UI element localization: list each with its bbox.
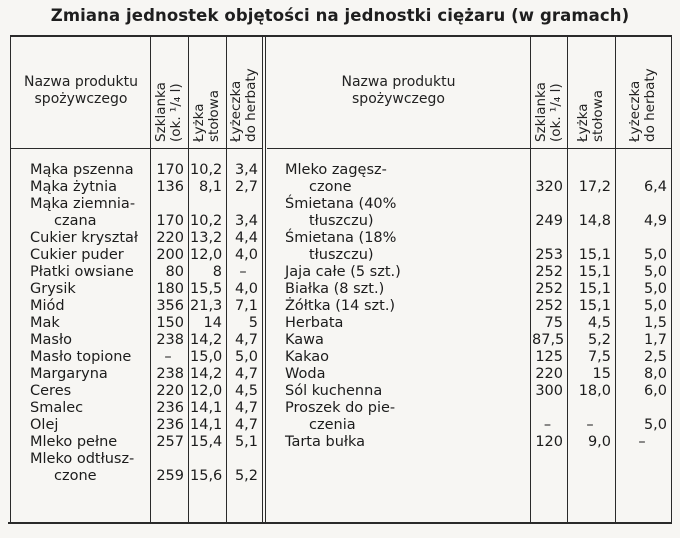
left-row-2-value-3: 3,4 [234, 213, 258, 229]
right-row-12-name: Tarta bułka [285, 434, 366, 450]
header-name-line2: spożywczego [352, 91, 445, 107]
left-row-12-name: Ceres [30, 383, 72, 399]
left-row-2-name: Mąka ziemnia- [30, 196, 136, 212]
right-header-col3 [628, 68, 658, 142]
right-border [671, 37, 672, 522]
left-row-1-value-3: 2,7 [234, 179, 258, 195]
left-row-1-value-2: 8,1 [198, 179, 222, 195]
left-row-14-value-2: 14,1 [190, 417, 223, 433]
right-row-8-value-3: 2,5 [643, 349, 667, 365]
right-header-col1 [534, 82, 564, 142]
left-row-3-value-2: 13,2 [190, 230, 223, 246]
right-row-11-value-3: 5,0 [643, 417, 667, 433]
right-row-0-value-3: 6,4 [643, 179, 667, 195]
left-row-7-value-1: 356 [156, 298, 184, 314]
right-row-8-value-1: 125 [535, 349, 563, 365]
right-row-2-value-3: 5,0 [643, 247, 667, 263]
left-row-15-value-2: 15,4 [190, 434, 223, 450]
left-row-8-value-1: 150 [156, 315, 184, 331]
left-row-5-value-3: – [239, 264, 247, 280]
header-name-line2: spożywczego [34, 91, 128, 107]
left-row-14-name: Olej [30, 417, 59, 433]
right-row-5-name: Żółtka (14 szt.) [285, 298, 396, 314]
left-row-2-name: czana [54, 213, 97, 229]
left-row-8-value-3: 5 [248, 315, 258, 331]
left-row-10-value-3: 5,0 [234, 349, 258, 365]
right-row-5-value-2: 15,1 [578, 298, 611, 314]
left-row-12-value-2: 12,0 [190, 383, 223, 399]
left-row-5-value-2: 8 [212, 264, 222, 280]
left-row-14-value-1: 236 [156, 417, 184, 433]
table-bottom-border [8, 522, 672, 524]
table-title: Zmiana jednostek objętości na jednostki ciężaru (w gramach) [50, 6, 630, 25]
right-row-4-value-1: 252 [535, 281, 563, 297]
left-row-14-value-3: 4,7 [234, 417, 258, 433]
right-row-3-value-3: 5,0 [643, 264, 667, 280]
right-col-divider-1 [530, 37, 531, 522]
right-row-2-name: Śmietana (18% [285, 230, 397, 246]
right-row-5-value-3: 5,0 [643, 298, 667, 314]
left-row-12-value-3: 4,5 [234, 383, 258, 399]
left-row-13-value-1: 236 [156, 400, 184, 416]
left-row-9-value-2: 14,2 [190, 332, 223, 348]
left-row-9-value-3: 4,7 [234, 332, 258, 348]
center-divider-b [265, 37, 266, 522]
left-row-6-value-2: 15,5 [190, 281, 223, 297]
right-row-1-name: tłuszczu) [309, 213, 374, 229]
right-row-11-name: Proszek do pie- [285, 400, 396, 416]
left-row-16-name: czone [54, 468, 97, 484]
header-separator-right [267, 148, 672, 149]
table-top-border [10, 35, 672, 37]
right-row-1-value-3: 4,9 [643, 213, 667, 229]
left-row-11-value-3: 4,7 [234, 366, 258, 382]
right-row-10-value-1: 300 [535, 383, 563, 399]
left-row-8-value-2: 14 [203, 315, 222, 331]
left-row-2-value-2: 10,2 [190, 213, 223, 229]
left-col-divider-2 [188, 37, 189, 522]
right-row-4-name: Białka (8 szt.) [285, 281, 385, 297]
left-row-0-name: Mąka pszenna [30, 162, 134, 178]
left-row-3-value-1: 220 [156, 230, 184, 246]
right-row-11-value-1: – [543, 417, 552, 433]
center-divider-a [262, 37, 263, 522]
right-header-name [267, 74, 530, 108]
right-row-6-value-1: 75 [544, 315, 563, 331]
right-row-12-value-2: 9,0 [587, 434, 611, 450]
right-row-0-name: czone [309, 179, 352, 195]
left-row-3-name: Cukier kryształ [30, 230, 139, 246]
header-col2-line2: stołowa [590, 90, 606, 142]
header-name-line1: Nazwa produktu [23, 74, 138, 90]
right-row-3-name: Jaja całe (5 szt.) [285, 264, 401, 280]
left-row-1-name: Mąka żytnia [30, 179, 118, 195]
header-col1-line1: Szklanka [532, 82, 549, 142]
left-row-7-name: Miód [30, 298, 65, 314]
header-col3-line1: Łyżeczka [627, 80, 643, 142]
right-row-10-value-3: 6,0 [643, 383, 667, 399]
header-col1-line2: (ok. ¹/₄ l) [168, 83, 184, 142]
left-row-13-name: Smalec [30, 400, 84, 416]
right-col-divider-2 [567, 37, 568, 522]
left-row-6-name: Grysik [30, 281, 76, 297]
header-col2-line1: Łyżka [575, 103, 591, 142]
left-row-16-name: Mleko odtłusz- [30, 451, 135, 467]
left-row-13-value-2: 14,1 [190, 400, 223, 416]
right-row-6-value-3: 1,5 [643, 315, 667, 331]
right-row-7-value-2: 5,2 [587, 332, 611, 348]
left-row-13-value-3: 4,7 [234, 400, 258, 416]
right-row-11-value-2: – [586, 417, 594, 433]
right-row-9-name: Woda [285, 366, 326, 382]
right-row-2-value-2: 15,1 [578, 247, 611, 263]
right-row-8-name: Kakao [285, 349, 330, 365]
right-row-2-name: tłuszczu) [309, 247, 374, 263]
right-row-4-value-3: 5,0 [643, 281, 667, 297]
left-row-0-value-3: 3,4 [234, 162, 258, 178]
left-row-4-value-2: 12,0 [190, 247, 223, 263]
left-row-10-value-1: – [164, 349, 172, 365]
right-row-9-value-2: 15 [592, 366, 611, 382]
right-row-0-value-1: 320 [535, 179, 563, 195]
right-row-6-value-2: 4,5 [587, 315, 611, 331]
left-header-col3 [229, 68, 259, 142]
left-row-11-value-2: 14,2 [190, 366, 223, 382]
left-row-4-value-3: 4,0 [234, 247, 258, 263]
right-row-7-name: Kawa [285, 332, 324, 348]
right-row-4-value-2: 15,1 [578, 281, 611, 297]
left-row-2-value-1: 170 [156, 213, 184, 229]
right-row-6-name: Herbata [285, 315, 344, 331]
left-row-16-value-1: 259 [156, 468, 184, 484]
left-row-1-value-1: 136 [156, 179, 184, 195]
left-header-name [12, 74, 150, 108]
left-row-10-name: Masło topione [30, 349, 132, 365]
left-row-12-value-1: 220 [156, 383, 184, 399]
header-col3-line2: do herbaty [243, 68, 259, 142]
header-col2-line1: Łyżka [191, 103, 207, 142]
right-row-11-name: czenia [309, 417, 356, 433]
right-row-12-value-1: 120 [535, 434, 563, 450]
left-row-3-value-3: 4,4 [234, 230, 258, 246]
header-name-line1: Nazwa produktu [341, 74, 456, 90]
header-separator-left [10, 148, 262, 149]
right-row-0-value-2: 17,2 [578, 179, 611, 195]
right-row-3-value-1: 252 [535, 264, 563, 280]
header-col2-line2: stołowa [206, 90, 222, 142]
left-row-7-value-3: 7,1 [234, 298, 258, 314]
left-row-0-value-2: 10,2 [190, 162, 223, 178]
right-row-8-value-2: 7,5 [587, 349, 611, 365]
left-row-6-value-3: 4,0 [234, 281, 258, 297]
left-row-9-value-1: 238 [156, 332, 184, 348]
left-row-4-name: Cukier puder [30, 247, 124, 263]
right-row-7-value-1: 87,5 [532, 332, 565, 348]
left-row-16-value-3: 5,2 [234, 468, 258, 484]
left-row-9-name: Masło [30, 332, 72, 348]
right-row-9-value-1: 220 [535, 366, 563, 382]
left-row-6-value-1: 180 [156, 281, 184, 297]
left-row-8-name: Mak [30, 315, 60, 331]
left-col-divider-3 [226, 37, 227, 522]
left-row-0-value-1: 170 [156, 162, 184, 178]
left-header-col1 [154, 82, 184, 142]
right-header-col2 [576, 90, 606, 142]
right-row-9-value-3: 8,0 [643, 366, 667, 382]
right-row-2-value-1: 253 [535, 247, 563, 263]
left-row-15-value-1: 257 [156, 434, 184, 450]
right-row-7-value-3: 1,7 [643, 332, 667, 348]
left-row-4-value-1: 200 [156, 247, 184, 263]
right-row-10-value-2: 18,0 [578, 383, 611, 399]
header-col3-line1: Łyżeczka [228, 80, 244, 142]
right-row-12-value-3: – [638, 434, 646, 450]
left-row-16-value-2: 15,6 [190, 468, 223, 484]
right-col-divider-3 [615, 37, 616, 522]
left-row-10-value-2: 15,0 [190, 349, 223, 365]
header-col3-line2: do herbaty [642, 68, 658, 142]
header-col1-line2: (ok. ¹/₄ l) [547, 83, 564, 142]
right-row-5-value-1: 252 [535, 298, 563, 314]
left-row-15-name: Mleko pełne [30, 434, 118, 450]
left-row-11-name: Margaryna [30, 366, 108, 382]
header-col1-line1: Szklanka [153, 82, 169, 142]
left-col-divider-1 [150, 37, 151, 522]
right-row-1-value-2: 14,8 [578, 213, 611, 229]
right-row-10-name: Sól kuchenna [285, 383, 383, 399]
left-row-5-value-1: 80 [165, 264, 184, 280]
left-row-11-value-1: 238 [156, 366, 184, 382]
left-row-15-value-3: 5,1 [234, 434, 258, 450]
left-header-col2 [192, 90, 222, 142]
right-row-3-value-2: 15,1 [578, 264, 611, 280]
left-row-5-name: Płatki owsiane [30, 264, 134, 280]
right-row-1-value-1: 249 [535, 213, 563, 229]
right-row-1-name: Śmietana (40% [285, 196, 397, 212]
left-border [10, 37, 11, 522]
left-row-7-value-2: 21,3 [190, 298, 223, 314]
right-row-0-name: Mleko zagęsz- [285, 162, 387, 178]
